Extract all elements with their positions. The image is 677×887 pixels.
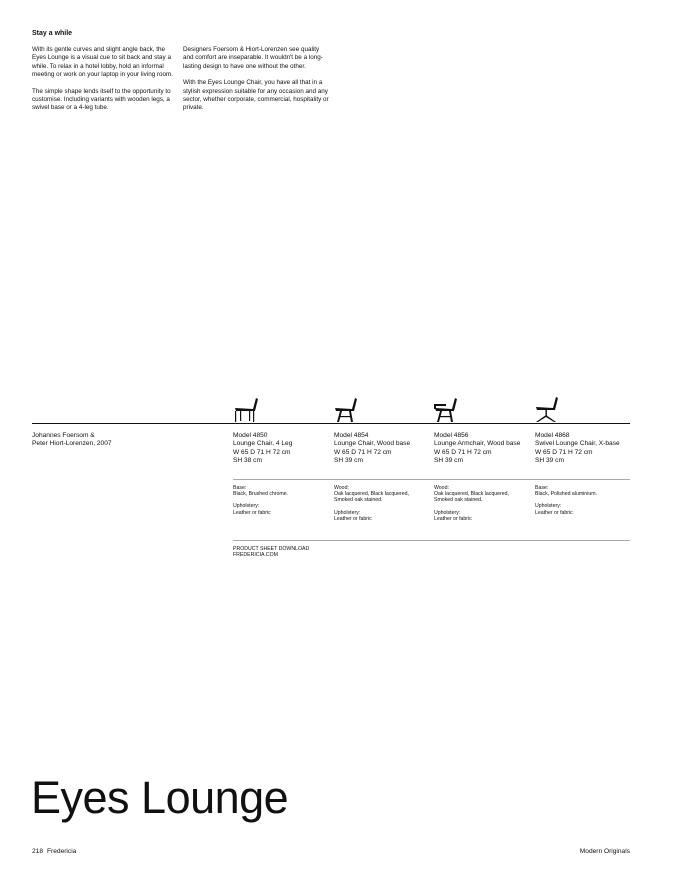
spec-label: Upholstery: (434, 509, 461, 516)
model-number: Model 4850 (233, 432, 268, 439)
swivel-lounge-chair-x-base-icon (533, 395, 561, 423)
model-seat-height: SH 38 cm (233, 457, 262, 465)
model-dimensions: W 65 D 71 H 72 cm (434, 448, 492, 456)
spec-label: Upholstery: (535, 503, 562, 510)
spec-label: Wood: (434, 485, 449, 491)
spec-value: Black, Polished aluminium. (535, 491, 597, 498)
intro-paragraph: With the Eyes Lounge Chair, you have all that in a stylish expression suitable for any occasion and any sector, whether corporate, commercial, hospitality or private. (183, 79, 329, 112)
intro-column-2 (183, 46, 329, 121)
spec-value: Leather or fabric (334, 515, 372, 522)
section-name: Modern Originals (579, 848, 630, 855)
footer-left (32, 848, 80, 855)
designer-credit (32, 432, 112, 449)
model-4868-specs (535, 485, 625, 522)
intro-paragraph: The simple shape lends itself to the opportunity to customise. Including variants with wooden legs, a swivel base or a 4-leg tube. (32, 87, 171, 112)
model-number: Model 4854 (334, 432, 369, 439)
spec-value: Oak lacquered, Black lacquered, Smoked oak stained. (334, 491, 409, 504)
divider-line (233, 479, 630, 480)
model-number: Model 4868 (535, 432, 570, 439)
page-number: 218 (32, 848, 44, 855)
spec-label: Base: (233, 485, 247, 491)
product-sheet-download[interactable] (233, 546, 309, 558)
model-number: Model 4856 (434, 432, 469, 439)
product-title: Eyes Lounge (31, 772, 289, 823)
model-4854-specs (334, 485, 424, 528)
spec-label: Upholstery: (233, 503, 260, 510)
model-dimensions: W 65 D 71 H 72 cm (233, 448, 291, 456)
spec-label: Base: (535, 485, 549, 491)
spec-value: Leather or fabric (233, 509, 271, 516)
model-4850-specs (233, 485, 323, 522)
spec-value: Oak lacquered, Black lacquered, Smoked oak stained. (434, 491, 509, 504)
designer-line: Johannes Foersom & (32, 432, 95, 439)
spec-value: Black, Brushed chrome. (233, 491, 289, 498)
model-seat-height: SH 39 cm (334, 457, 363, 465)
model-4850-info (233, 432, 331, 466)
spec-label: Upholstery: (334, 509, 361, 516)
model-dimensions: W 65 D 71 H 72 cm (535, 448, 593, 456)
model-name: Swivel Lounge Chair, X-base (535, 440, 620, 448)
model-name: Lounge Chair, Wood base (334, 440, 411, 448)
model-name: Lounge Armchair, Wood base (434, 440, 521, 448)
model-name: Lounge Chair, 4 Leg (233, 440, 293, 448)
spec-value: Leather or fabric (434, 515, 472, 522)
download-label[interactable]: PRODUCT SHEET DOWNLOAD (233, 546, 310, 552)
divider-line (32, 423, 630, 424)
section-heading: Stay a while (32, 30, 73, 37)
divider-line (233, 540, 630, 541)
model-4856-info (434, 432, 532, 466)
model-4868-info (535, 432, 633, 466)
intro-paragraph: Designers Foersom & Hiort-Lorenzen see quality and comfort are inseparable. It wouldn't be a long-lasting design to have one without the other. (183, 46, 323, 70)
designer-line: Peter Hiort-Lorenzen, 2007 (32, 440, 112, 448)
model-seat-height: SH 39 cm (535, 457, 564, 465)
lounge-armchair-wood-base-icon (432, 395, 460, 423)
spec-value: Leather or fabric (535, 509, 573, 516)
brand-name: Fredericia (47, 848, 77, 855)
lounge-chair-wood-base-icon (332, 395, 360, 423)
model-4856-specs (434, 485, 524, 528)
intro-paragraph: With its gentle curves and slight angle back, the Eyes Lounge is a visual cue to sit back and stay a while. To relax in a hotel lobby, hold an informal meeting or work on your laptop in your living room. (32, 46, 174, 79)
download-url[interactable]: FREDERICIA.COM (233, 552, 278, 559)
intro-column-1 (32, 46, 178, 121)
spec-label: Wood: (334, 485, 349, 491)
lounge-chair-4-leg-icon (231, 395, 259, 423)
model-seat-height: SH 39 cm (434, 457, 463, 465)
model-dimensions: W 65 D 71 H 72 cm (334, 448, 392, 456)
model-4854-info (334, 432, 432, 466)
